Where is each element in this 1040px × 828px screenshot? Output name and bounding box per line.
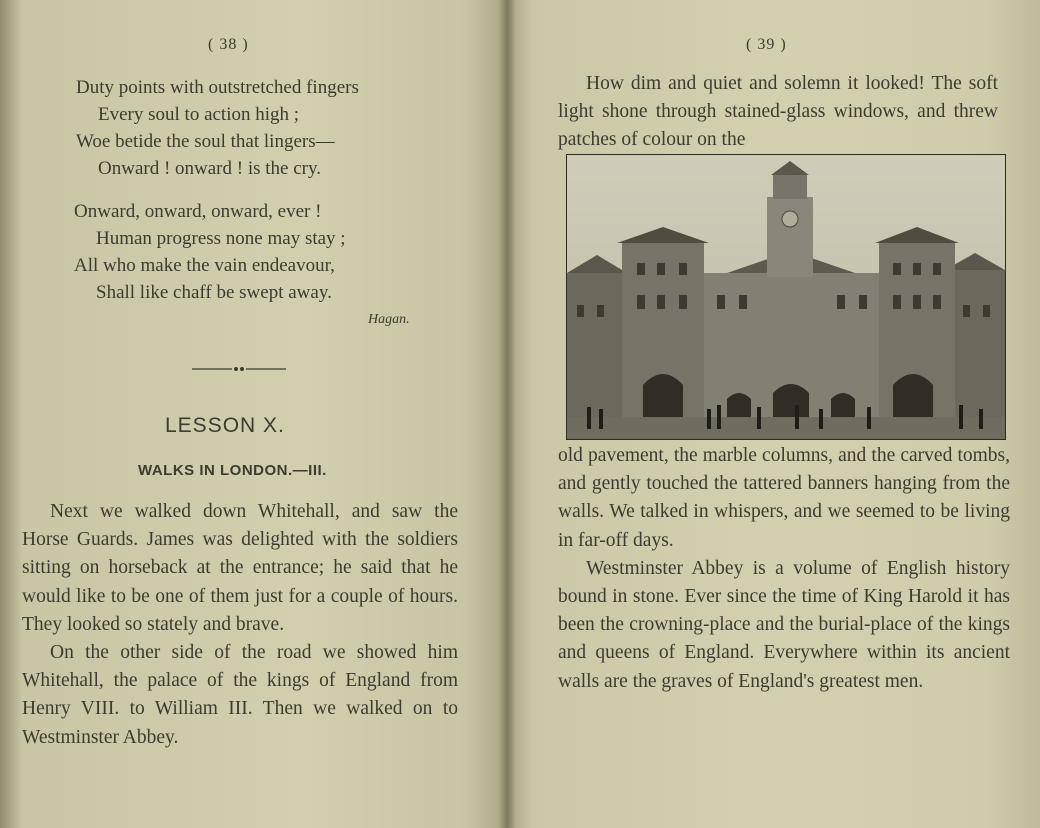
poem-author: Hagan.	[368, 312, 410, 327]
poem-line: Onward, onward, onward, ever !	[74, 201, 322, 222]
poem-line: Onward ! onward ! is the cry.	[98, 158, 321, 179]
book-gutter	[498, 0, 516, 828]
lesson-title: LESSON X.	[165, 414, 285, 437]
lesson-body	[22, 498, 458, 752]
paragraph: On the other side of the road we showed him Whitehall, the palace of the kings of England from Henry VIII. to William III. Then we walked on to Westminster Abbey.	[22, 642, 458, 748]
paragraph-top	[558, 70, 998, 155]
lesson-subtitle: WALKS IN LONDON.—III.	[138, 462, 327, 479]
poem-line: All who make the vain endeavour,	[74, 255, 335, 276]
right-page	[506, 0, 1040, 828]
poem-line: Duty points with outstretched fingers	[76, 77, 359, 98]
divider-ornament	[192, 364, 286, 374]
poem-stanza-2	[74, 198, 346, 306]
poem-line: Shall like chaff be swept away.	[96, 282, 332, 303]
paragraph: Westminster Abbey is a volume of English history bound in stone. Ever since the time of King Harold it has been the crowning-place and the burial-place of the kings and queens of England. Everywhere within its ancient walls are the graves of England's greatest men.	[558, 557, 1010, 692]
page-number-right: ( 39 )	[746, 36, 787, 53]
poem-line: Woe betide the soul that lingers—	[76, 131, 335, 152]
page-number-left: ( 38 )	[208, 36, 249, 53]
poem-line: Every soul to action high ;	[98, 104, 300, 125]
left-page	[0, 0, 506, 828]
poem-stanza-1	[76, 74, 359, 182]
paragraph: How dim and quiet and solemn it looked! The soft light shone through stained-glass windows, and threw patches of colour on the	[558, 73, 998, 151]
paragraph-continued	[558, 442, 1010, 696]
paragraph: old pavement, the marble columns, and the carved tombs, and gently touched the tattered banners hanging from the walls. We talked in whispers, and we seemed to be living in far-off days.	[558, 445, 1010, 551]
paragraph: Next we walked down Whitehall, and saw the Horse Guards. James was delighted with the soldiers sitting on horseback at the entrance; he said that he would like to be one of them just for a couple of hours. They looked so stately and brave.	[22, 501, 458, 635]
poem-line: Human progress none may stay ;	[96, 228, 346, 249]
engraving-horse-guards-image	[566, 154, 1006, 440]
